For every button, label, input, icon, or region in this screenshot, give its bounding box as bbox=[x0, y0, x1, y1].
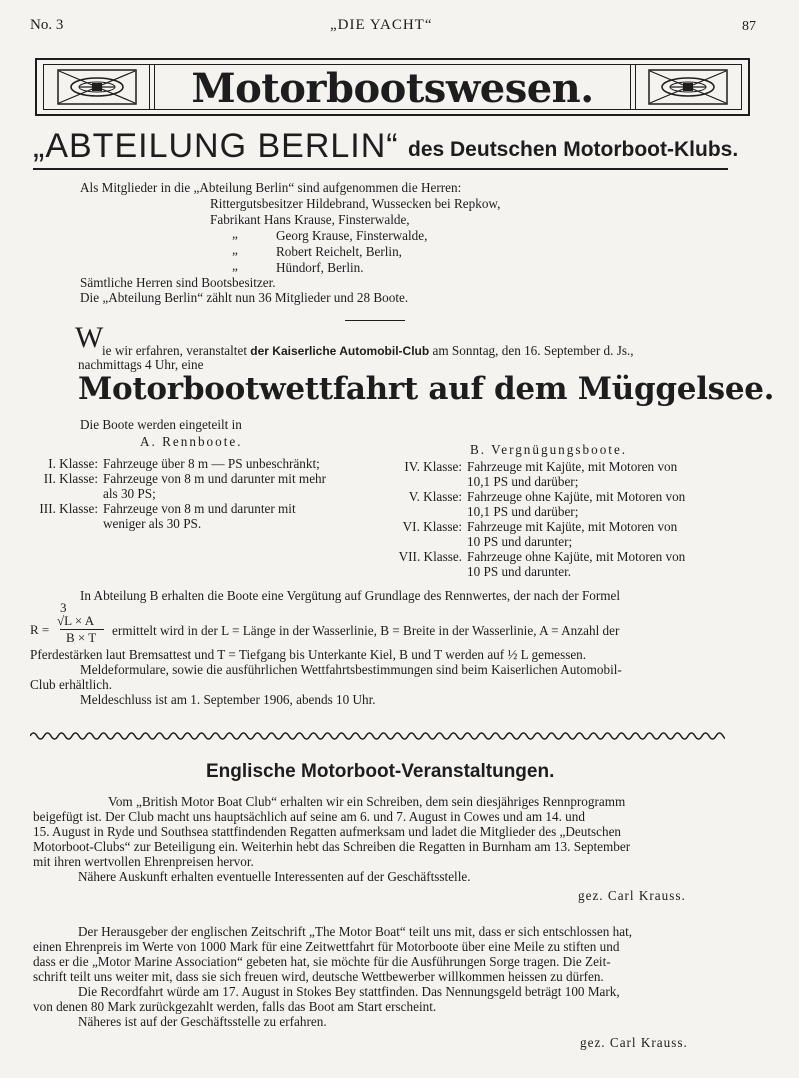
journal-title: „DIE YACHT“ bbox=[330, 17, 433, 33]
paragraph-line: Näheres ist auf der Geschäftsstelle zu erfahren. bbox=[78, 1014, 327, 1029]
drop-cap: W bbox=[75, 321, 104, 354]
class-label: VII. Klasse. bbox=[398, 549, 462, 564]
member-line: Rittergutsbesitzer Hildebrand, Wussecken bei Repkow, bbox=[210, 196, 501, 211]
paragraph-line: dass er die „Motor Marine Association“ gebeten hat, sie möchte für die Ausführungen Sorge tragen. Die Zeit- bbox=[33, 954, 611, 969]
section-banner bbox=[35, 58, 750, 116]
paragraph-line: einen Ehrenpreis im Werte von 1000 Mark für eine Zeitwettfahrt für Motorboote über eine Meile zu stiften und bbox=[33, 939, 620, 954]
paragraph-line: von denen 80 Mark zurückgezahlt werden, falls das Boot am Start erscheint. bbox=[33, 999, 437, 1014]
formula-text: ermittelt wird in der L = Länge in der Wasserlinie, B = Breite in der Wasserlinie, A = Anzahl der bbox=[112, 623, 620, 638]
class-label: I. Klasse: bbox=[48, 456, 98, 471]
boats-intro: Die Boote werden eingeteilt in bbox=[80, 417, 242, 432]
forms-text: Meldeformulare, sowie die ausführlichen Wettfahrtsbestimmungen sind beim Kaiserlichen Automobil- bbox=[80, 662, 622, 677]
class-desc: Fahrzeuge mit Kajüte, mit Motoren von bbox=[467, 459, 678, 474]
member-line: Robert Reichelt, Berlin, bbox=[276, 244, 402, 259]
paragraph-line: schrift teilt uns weiter mit, dass sie sich freuen wird, deutsche Wettbewerber willkommen heissen zu dürfen. bbox=[33, 969, 604, 984]
section1-heading-rest: des Deutschen Motorboot-Klubs. bbox=[408, 138, 739, 161]
class-desc: 10 PS und darunter. bbox=[467, 564, 572, 579]
banner-title: Motorbootswesen. bbox=[191, 65, 594, 112]
ditto-mark: „ bbox=[232, 226, 238, 241]
paragraph-line: 15. August in Ryde und Southsea stattfindenden Regatten aufmerksam und ladet die Mitglieder des „Deutschen bbox=[33, 824, 622, 839]
section1-heading: „ABTEILUNG BERLIN“ bbox=[33, 127, 399, 165]
event-title: Motorbootwettfahrt auf dem Müggelsee. bbox=[78, 371, 775, 407]
paragraph-line: Der Herausgeber der englischen Zeitschrift „The Motor Boat“ teilt uns mit, dass er sich entschlossen hat, bbox=[78, 924, 633, 939]
paragraph-line: Vom „British Motor Boat Club“ erhalten wir ein Schreiben, dem sein diesjähriges Rennprogramm bbox=[108, 794, 626, 809]
class-desc: Fahrzeuge ohne Kajüte, mit Motoren von bbox=[467, 489, 686, 504]
class-desc: Fahrzeuge mit Kajüte, mit Motoren von bbox=[467, 519, 678, 534]
formula-intro: In Abteilung B erhalten die Boote eine Vergütung auf Grundlage des Rennwertes, der nach der Formel bbox=[80, 588, 621, 603]
root-index: 3 bbox=[60, 600, 67, 615]
ditto-mark: „ bbox=[232, 242, 238, 257]
paragraph-line: beigefügt ist. Der Club macht uns hauptsächlich auf seine am 6. und 7. August in Cowes und am 14. und bbox=[33, 809, 585, 824]
class-b-title: B. Vergnügungsboote. bbox=[470, 442, 628, 457]
paragraph-line: Die Recordfahrt würde am 17. August in Stokes Bey stattfinden. Das Nennungsgeld beträgt 100 Mark, bbox=[78, 984, 620, 999]
class-label: V. Klasse: bbox=[408, 489, 462, 504]
class-desc: Fahrzeuge von 8 m und darunter mit bbox=[103, 501, 296, 516]
class-desc: Fahrzeuge über 8 m — PS unbeschränkt; bbox=[103, 456, 320, 471]
class-desc: 10,1 PS und darüber; bbox=[467, 474, 579, 489]
member-note: Sämtliche Herren sind Bootsbesitzer. bbox=[80, 275, 276, 290]
member-line: Fabrikant Hans Krause, Finsterwalde, bbox=[210, 212, 410, 227]
signature: gez. Carl Krauss. bbox=[580, 1035, 688, 1050]
class-a-title: A. Rennboote. bbox=[140, 434, 243, 449]
ditto-mark: „ bbox=[232, 258, 238, 273]
class-label: VI. Klasse: bbox=[402, 519, 462, 534]
heading-underline bbox=[33, 168, 728, 170]
intro-text-2: nachmittags 4 Uhr, eine bbox=[78, 357, 204, 372]
class-label: II. Klasse: bbox=[43, 471, 98, 486]
paragraph-line: Motorboot-Clubs“ zur Beteiligung ein. Weiterhin hebt das Schreiben die Regatten in Burnham am 13. September bbox=[33, 839, 631, 854]
class-desc: als 30 PS; bbox=[103, 486, 156, 501]
class-desc: Fahrzeuge von 8 m und darunter mit mehr bbox=[103, 471, 327, 486]
class-desc: Fahrzeuge ohne Kajüte, mit Motoren von bbox=[467, 549, 686, 564]
paragraph-line: mit ihren wertvollen Ehrenpreisen hervor. bbox=[33, 854, 254, 869]
class-desc: weniger als 30 PS. bbox=[103, 516, 202, 531]
member-line: Hündorf, Berlin. bbox=[276, 260, 364, 275]
formula-numerator: √L × A bbox=[57, 613, 95, 628]
formula-lhs: R = bbox=[30, 622, 50, 637]
class-desc: 10,1 PS und darüber; bbox=[467, 504, 579, 519]
formula-text-2: Pferdestärken laut Bremsattest und T = Tiefgang bis Unterkante Kiel, B und T werden auf ½ L gemessen. bbox=[30, 647, 587, 662]
member-count: Die „Abteilung Berlin“ zählt nun 36 Mitglieder und 28 Boote. bbox=[80, 290, 409, 305]
member-intro: Als Mitglieder in die „Abteilung Berlin“ sind aufgenommen die Herren: bbox=[80, 180, 462, 195]
member-line: Georg Krause, Finsterwalde, bbox=[276, 228, 428, 243]
wavy-divider bbox=[30, 728, 725, 744]
section3-title: Englische Motorboot-Veranstaltungen. bbox=[206, 761, 555, 782]
issue-number: No. 3 bbox=[30, 17, 64, 33]
paragraph-line: Nähere Auskunft erhalten eventuelle Interessenten auf der Geschäftsstelle. bbox=[78, 869, 471, 884]
forms-text-2: Club erhältlich. bbox=[30, 677, 113, 692]
divider bbox=[345, 320, 405, 321]
formula-denominator: B × T bbox=[66, 630, 97, 645]
class-desc: 10 PS und darunter; bbox=[467, 534, 573, 549]
class-label: III. Klasse: bbox=[39, 501, 98, 516]
deadline: Meldeschluss ist am 1. September 1906, abends 10 Uhr. bbox=[80, 692, 376, 707]
class-label: IV. Klasse: bbox=[404, 459, 462, 474]
page-number: 87 bbox=[742, 19, 756, 34]
intro-text: ie wir erfahren, veranstaltet der Kaiserliche Automobil-Club am Sonntag, den 16. September d. Js., bbox=[102, 343, 634, 358]
signature: gez. Carl Krauss. bbox=[578, 888, 686, 903]
